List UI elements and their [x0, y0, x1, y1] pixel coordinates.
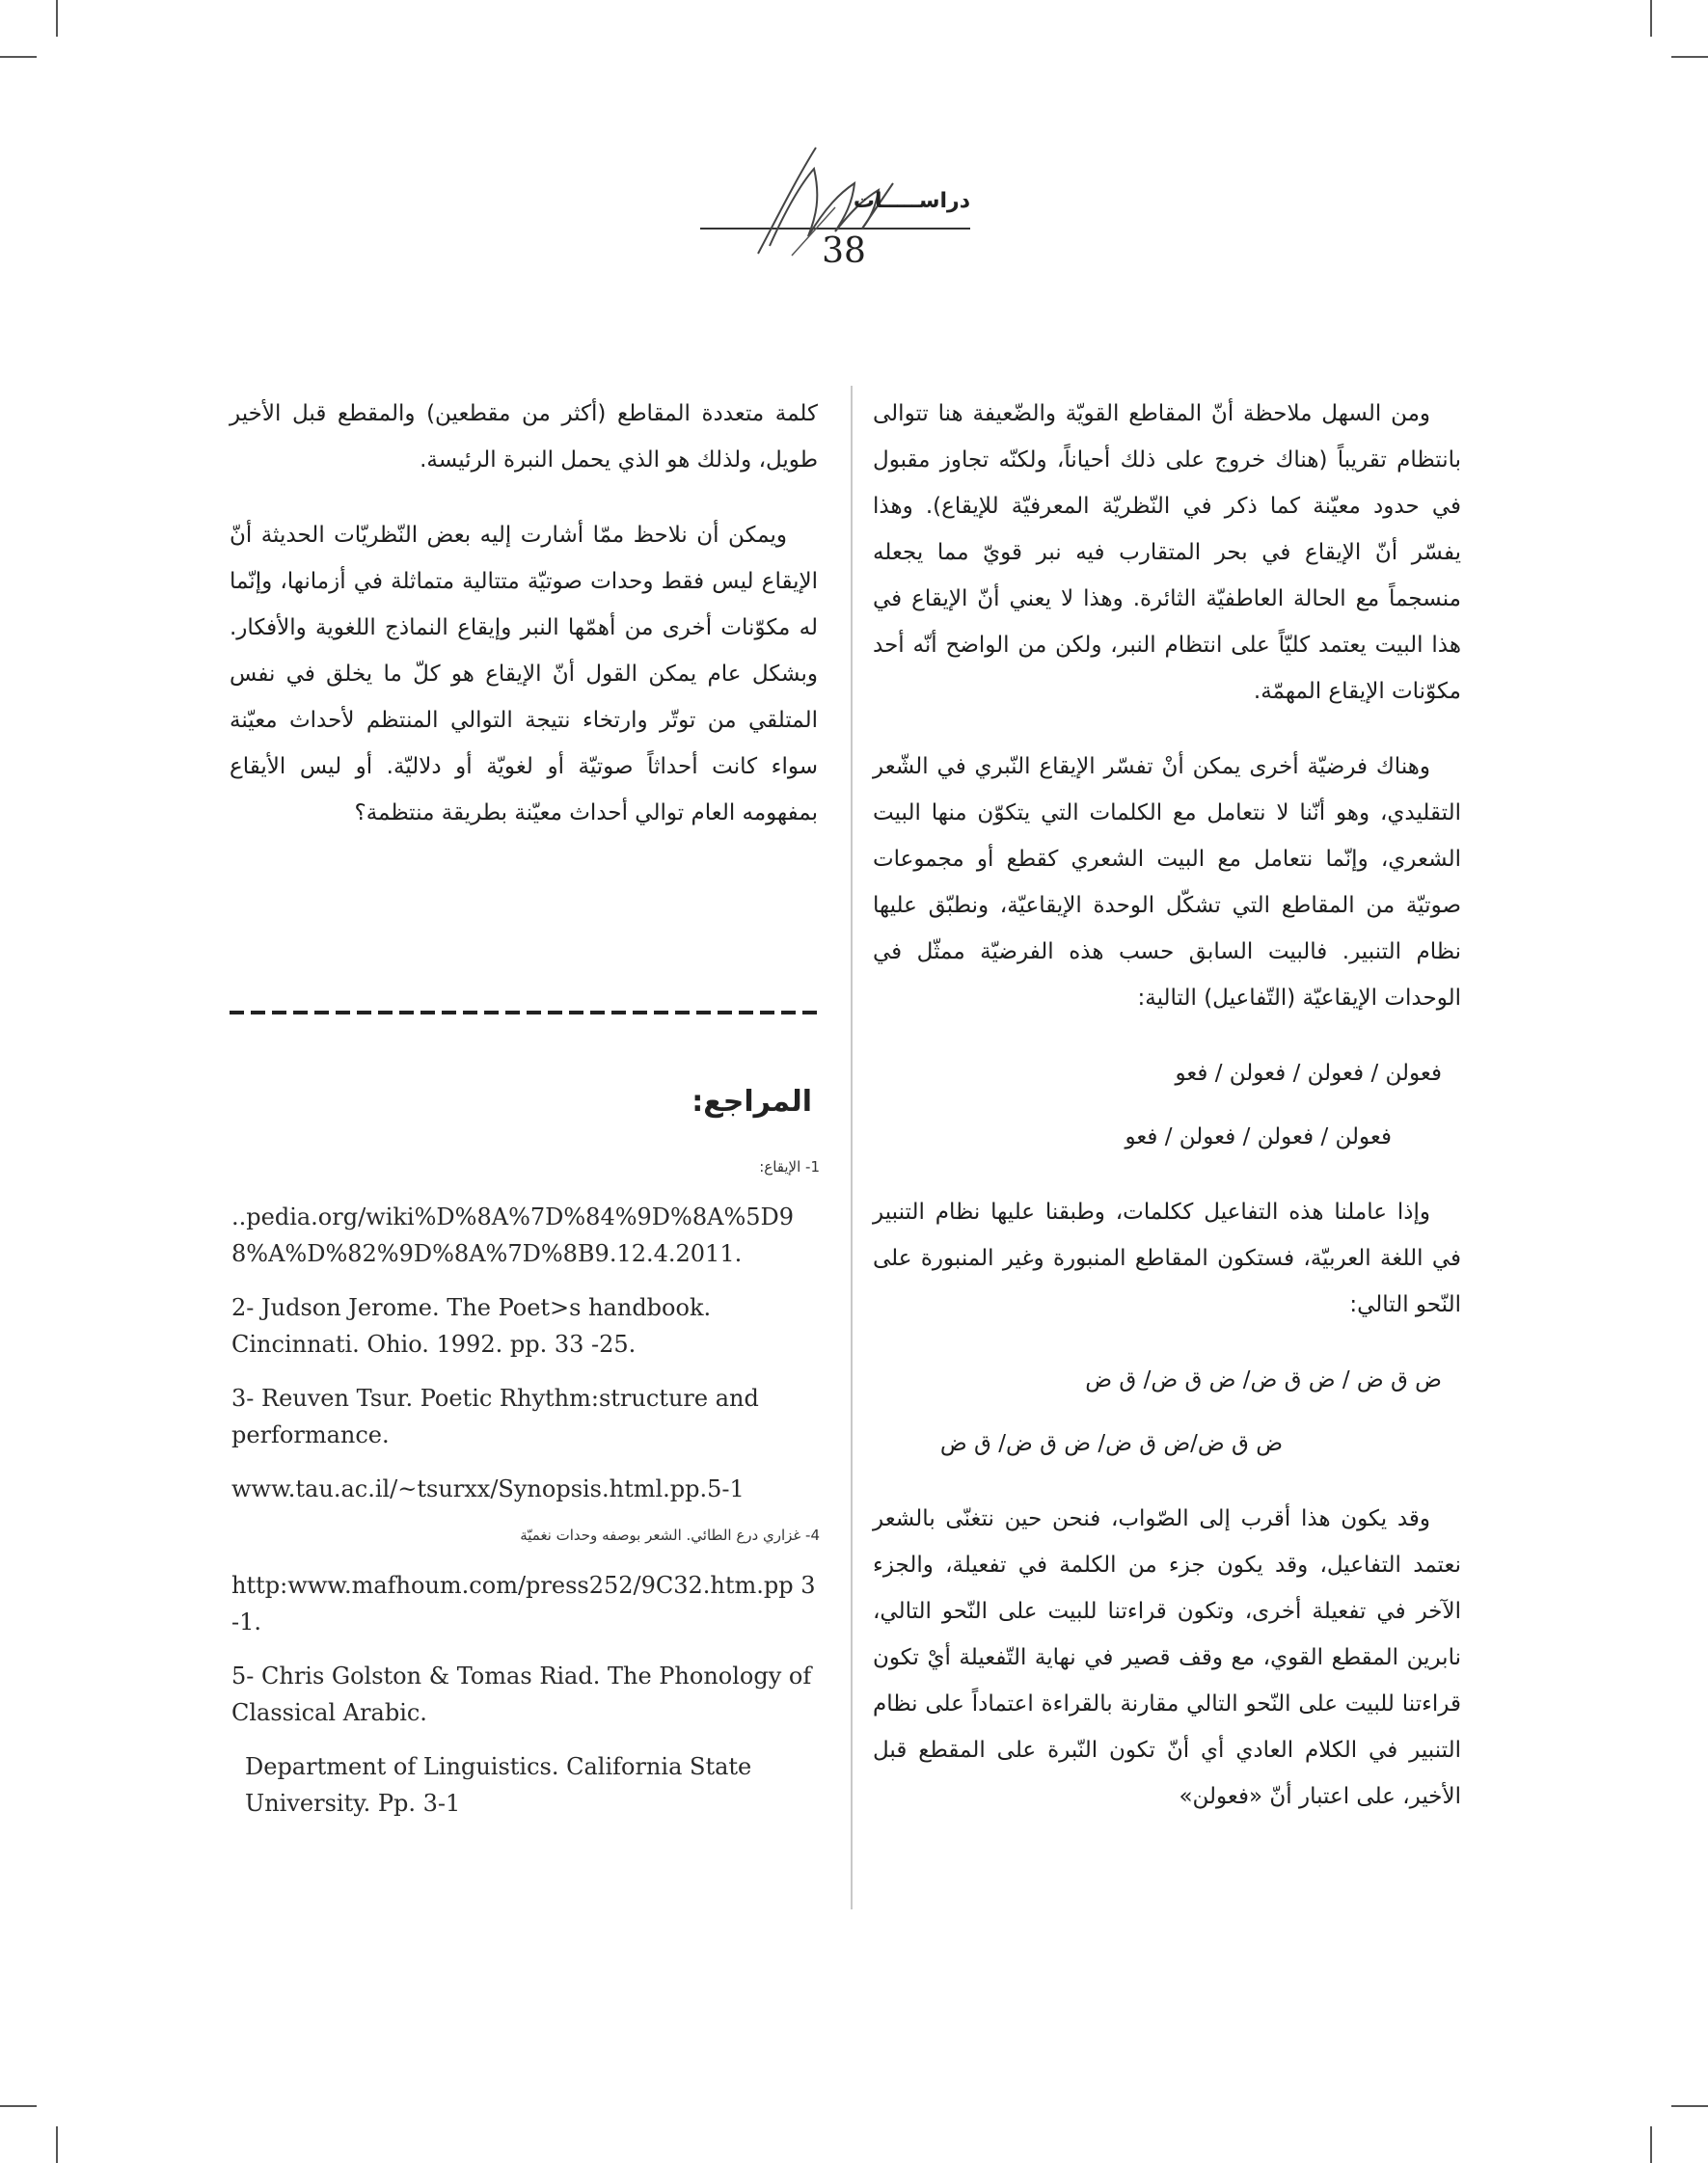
paragraph: وقد يكون هذا أقرب إلى الصّواب، فنحن حين نتغنّى بالشعر نعتمد التفاعيل، وقد يكون جزء من الكلمة في تفعيلة، والجزء الآخر في تفعيلة أخرى، وتكون قراءتنا للبيت على النّحو التالي، نابرين المقطع القوي، مع وقف قصير في نهاية التّفعيلة أيْ تكون قراءتنا للبيت على النّحو التالي مقارنة بالقراءة اعتماداً على نظام التنبير في الكلام العادي أي أنّ تكون النّبرة على المقطع قبل الأخير، على اعتبار أنّ «فعولن» — [873, 1506, 1461, 1809]
separator-dashes — [230, 1011, 818, 1014]
reference-item: 5- Chris Golston & Tomas Riad. The Phonology of Classical Arabic. — [231, 1663, 812, 1726]
reference-item: 3- Reuven Tsur. Poetic Rhythm:structure and performance. — [231, 1385, 759, 1448]
crop-mark — [1671, 56, 1708, 58]
stress-pattern-line: ض ق ض / ض ق ض/ ض ق ض/ ق ض — [1085, 1367, 1442, 1392]
left-column — [230, 391, 818, 836]
right-column — [873, 391, 1461, 1820]
crop-mark — [1650, 2126, 1652, 2163]
reference-url: http:www.mafhoum.com/press252/9C32.htm.pp 3-1. — [231, 1572, 816, 1636]
crop-mark — [0, 56, 37, 58]
references-list — [231, 1152, 820, 1822]
crop-mark — [1650, 0, 1652, 37]
crop-mark — [56, 0, 58, 37]
crop-mark — [56, 2126, 58, 2163]
paragraph: وإذا عاملنا هذه التفاعيل ككلمات، وطبقنا عليها نظام التنبير في اللغة العربيّة، فستكون المقاطع المنبورة وغير المنبورة على النّحو التالي: — [873, 1200, 1461, 1317]
paragraph: كلمة متعددة المقاطع (أكثر من مقطعين) والمقطع قبل الأخير طويل، ولذلك هو الذي يحمل النبرة الرئيسة. — [230, 401, 818, 473]
meter-line: فعولن / فعولن / فعولن / فعو — [1175, 1061, 1442, 1086]
crop-mark — [1671, 2105, 1708, 2107]
stress-pattern-line: ض ق ض/ض ق ض/ ض ق ض/ ق ض — [939, 1431, 1283, 1456]
reference-url: ..pedia.org/wiki%D%8A%7D%84%9D%8A%5D98%A%D%82%9D%8A%7D%8B9.12.4.2011. — [231, 1203, 795, 1267]
section-label: دراســـــات — [853, 189, 970, 213]
meter-line: فعولن / فعولن / فعولن / فعو — [1125, 1124, 1392, 1149]
reference-item: 2- Judson Jerome. The Poet>s handbook. Cincinnati. Ohio. 1992. pp. 33 -25. — [231, 1294, 712, 1358]
reference-item: 1- الإيقاع: — [759, 1158, 820, 1176]
reference-url: www.tau.ac.il/~tsurxx/Synopsis.html.pp.5-1 — [231, 1475, 745, 1502]
reference-item: Department of Linguistics. California State University. Pp. 3-1 — [245, 1753, 752, 1817]
column-divider — [851, 386, 853, 1909]
page-number: 38 — [822, 231, 866, 271]
references-title: المراجع: — [691, 1085, 812, 1119]
crop-mark — [0, 2105, 37, 2107]
paragraph: وهناك فرضيّة أخرى يمكن أنْ تفسّر الإيقاع النّبري في الشّعر التقليدي، وهو أنّنا لا نتعامل مع الكلمات التي يتكوّن منها البيت الشعري، وإنّما نتعامل مع البيت الشعري كقطع أو مجموعات صوتيّة من المقاطع التي تشكّل الوحدة الإيقاعيّة، ونطبّق عليها نظام التنبير. فالبيت السابق حسب هذه الفرضيّة ممثّل في الوحدات الإيقاعيّة (التّفاعيل) التالية: — [873, 754, 1461, 1011]
reference-item: 4- غزاري درع الطائي. الشعر بوصفه وحدات نغميّة — [520, 1527, 820, 1544]
paragraph: ومن السهل ملاحظة أنّ المقاطع القويّة والضّعيفة هنا تتوالى بانتظام تقريباً (هناك خروج على ذلك أحياناً، ولكنّه تجاوز مقبول في حدود معيّنة كما ذكر في النّظريّة المعرفيّة للإيقاع). وهذا يفسّر أنّ الإيقاع في بحر المتقارب فيه نبر قويّ مما يجعله منسجماً مع الحالة العاطفيّة الثائرة. وهذا لا يعني أنّ الإيقاع في هذا البيت يعتمد كليّاً على انتظام النبر، ولكن من الواضح أنّه أحد مكوّنات الإيقاع المهمّة. — [873, 401, 1461, 704]
paragraph: ويمكن أن نلاحظ ممّا أشارت إليه بعض النّظريّات الحديثة أنّ الإيقاع ليس فقط وحدات صوتيّة متتالية متماثلة في أزمانها، وإنّما له مكوّنات أخرى من أهمّها النبر وإيقاع النماذج اللغوية والأفكار. وبشكل عام يمكن القول أنّ الإيقاع هو كلّ ما يخلق في نفس المتلقي من توتّر وارتخاء نتيجة التوالي المنتظم لأحداث معيّنة سواء كانت أحداثاً صوتيّة أو لغويّة أو دلاليّة. أو ليس الأيقاع بمفهومه العام توالي أحداث معيّنة بطريقة منتظمة؟ — [230, 523, 818, 825]
